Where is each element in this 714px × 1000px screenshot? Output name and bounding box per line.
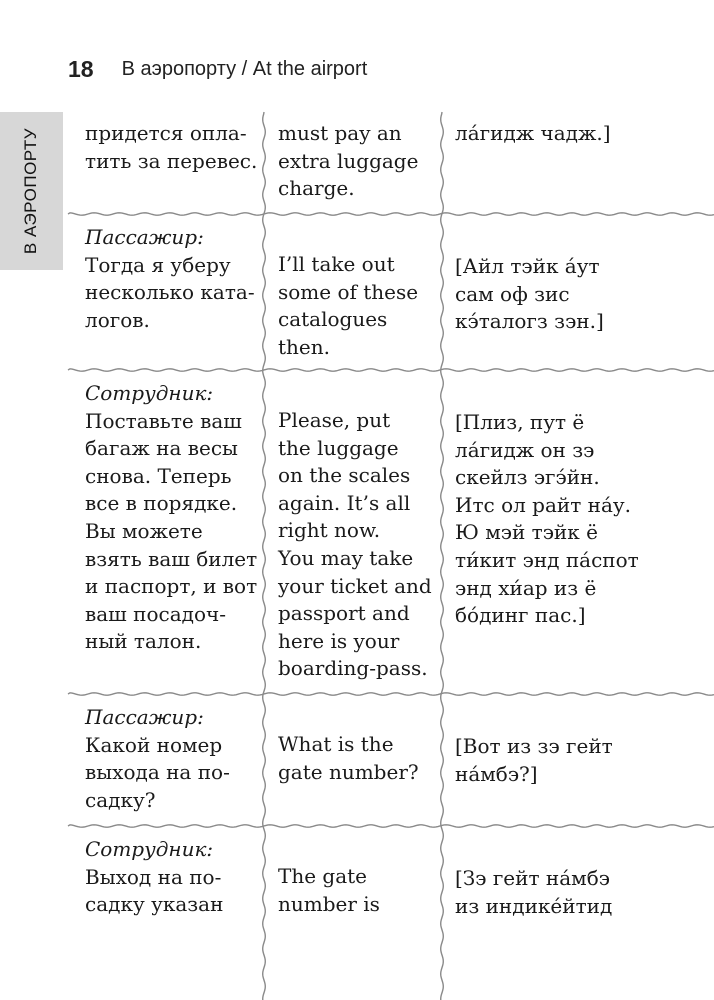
table-cell-russian	[85, 380, 261, 656]
russian-text: Выход на по- садку указан	[85, 864, 224, 917]
page-number: 18	[68, 55, 94, 82]
table-cell-english	[278, 251, 436, 361]
column-divider	[263, 112, 266, 1000]
row-divider	[68, 693, 714, 695]
russian-text: Какой номер выхода на по- садку?	[85, 732, 230, 812]
transcription-text: ла́гидж чадж.]	[455, 121, 611, 145]
table-cell-transcription	[455, 253, 685, 336]
table-cell-russian	[85, 120, 261, 175]
table-cell-transcription	[455, 409, 685, 630]
english-text: What is the gate number?	[278, 732, 419, 784]
table-cell-russian	[85, 836, 261, 919]
english-text: The gate number is	[278, 864, 380, 916]
table-cell-english	[278, 863, 436, 918]
russian-text: Поставьте ваш багаж на весы снова. Теперь все в порядке. Вы можете взять ваш билет и паспорт, и вот ваш посадоч- ный талон.	[85, 408, 258, 654]
table-cell-transcription	[455, 733, 685, 788]
table-cell-russian	[85, 704, 261, 814]
speaker-role: Сотрудник:	[85, 837, 214, 861]
russian-text: Тогда я уберу несколько ката- логов.	[85, 252, 255, 332]
transcription-text: [Айл тэйк а́ут сам оф зис кэ́талогз зэн.]	[455, 254, 604, 334]
table-cell-transcription	[455, 120, 685, 148]
table-cell-english	[278, 120, 436, 203]
row-divider	[68, 825, 714, 827]
row-divider	[68, 213, 714, 215]
section-side-tab-label: В АЭРОПОРТУ	[21, 127, 40, 255]
transcription-text: [Вот из зэ гейт на́мбэ?]	[455, 734, 613, 786]
english-text: must pay an extra luggage charge.	[278, 121, 419, 201]
row-divider	[68, 369, 714, 371]
transcription-text: [Зэ гейт на́мбэ из индике́йтид	[455, 866, 613, 918]
table-cell-english	[278, 407, 436, 683]
table-cell-russian	[85, 224, 261, 334]
running-title: В аэропорту / At the airport	[121, 57, 368, 80]
table-cell-transcription	[455, 865, 685, 920]
speaker-role: Сотрудник:	[85, 381, 214, 405]
english-text: I’ll take out some of these catalogues then.	[278, 252, 419, 359]
speaker-role: Пассажир:	[85, 705, 204, 729]
transcription-text: [Плиз, пут ё ла́гидж он зэ скейлз эгэ́йн. Итс ол райт на́у. Ю мэй тэйк ё ти́кит энд па́спот энд хи́ар из ё бо́динг пас.]	[455, 410, 639, 628]
english-text: Please, put the luggage on the scales again. It’s all right now. You may take your ticket and passport and here is your boarding-pass.	[278, 408, 432, 681]
table-cell-english	[278, 731, 436, 786]
speaker-role: Пассажир:	[85, 225, 204, 249]
column-divider	[441, 112, 444, 1000]
russian-text: придется опла- тить за перевес.	[85, 121, 258, 173]
